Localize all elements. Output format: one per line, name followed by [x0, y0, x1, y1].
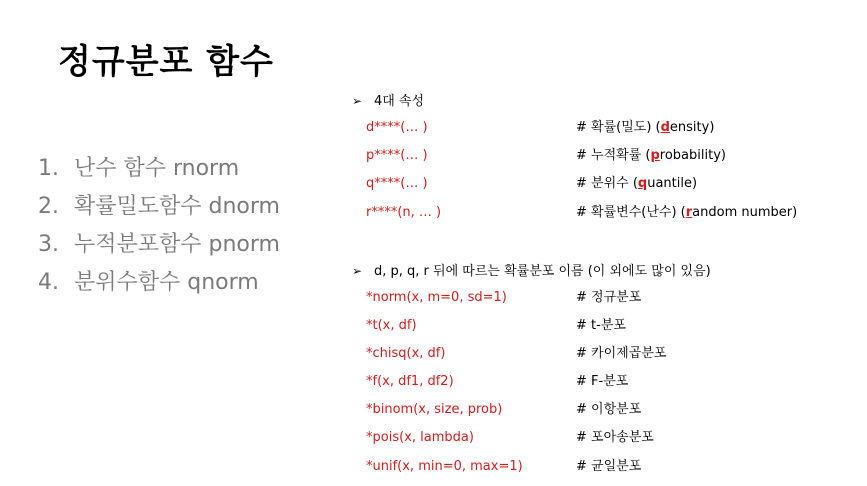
function-signature: r****(n, … ) [366, 205, 442, 220]
function-signature: d****(… ) [366, 120, 428, 135]
section-heading-distributions [352, 260, 711, 279]
function-signature: *unif(x, min=0, max=1) [366, 459, 523, 474]
function-signature: *binom(x, size, prob) [366, 402, 503, 417]
attribute-row [366, 144, 856, 168]
section-heading-text: d, p, q, r 뒤에 따르는 확률분포 이름 (이 외에도 많이 있음) [374, 264, 711, 279]
function-signature: *chisq(x, df) [366, 346, 446, 361]
list-text: 확률밀도함수 dnorm [74, 194, 280, 219]
distribution-row [366, 455, 856, 479]
highlight-letter: q [637, 176, 648, 191]
function-description: # 정규분포 [576, 290, 642, 305]
highlight-letter: p [650, 148, 660, 163]
function-signature: *t(x, df) [366, 318, 417, 333]
highlight-letter: r [685, 205, 693, 220]
list-text: 난수 함수 rnorm [74, 156, 240, 181]
function-description: # 균일분포 [576, 459, 642, 474]
list-item [38, 188, 280, 226]
attribute-row [366, 201, 856, 225]
arrow-bullet-icon: ➢ [352, 264, 363, 278]
list-number: 2. [38, 194, 59, 219]
section-heading-text: 4대 속성 [374, 94, 425, 109]
function-signature: p****(… ) [366, 148, 428, 163]
list-number: 3. [38, 232, 59, 257]
list-number: 1. [38, 156, 59, 181]
page-title: 정규분포 함수 [58, 42, 274, 82]
attribute-row [366, 116, 856, 140]
list-item [38, 226, 280, 264]
list-text: 누적분포함수 pnorm [74, 232, 280, 257]
function-signature: *pois(x, lambda) [366, 430, 474, 445]
list-item [38, 264, 280, 302]
highlight-letter: d [660, 120, 670, 135]
function-description: # t-분포 [576, 318, 626, 333]
distribution-row [366, 426, 856, 450]
function-description: # 누적확률 (probability) [576, 148, 726, 163]
function-signature: *norm(x, m=0, sd=1) [366, 290, 507, 305]
distribution-row [366, 342, 856, 366]
distribution-row [366, 286, 856, 310]
function-signature: *f(x, df1, df2) [366, 374, 454, 389]
distribution-row [366, 370, 856, 394]
list-item [38, 150, 280, 188]
function-signature: q****(… ) [366, 176, 428, 191]
distribution-row [366, 398, 856, 422]
function-description: # F-분포 [576, 374, 629, 389]
function-description: # 카이제곱분포 [576, 346, 667, 361]
distribution-row [366, 314, 856, 338]
function-description: # 확률(밀도) (density) [576, 120, 715, 135]
section-heading-attributes [352, 90, 424, 109]
arrow-bullet-icon: ➢ [352, 94, 363, 108]
attribute-row [366, 172, 856, 196]
function-description: # 포아송분포 [576, 430, 654, 445]
function-list [38, 150, 280, 302]
list-text: 분위수함수 qnorm [74, 270, 259, 295]
function-description: # 확률변수(난수) (random number) [576, 205, 798, 220]
function-description: # 이항분포 [576, 402, 642, 417]
function-description: # 분위수 (quantile) [576, 176, 698, 191]
list-number: 4. [38, 270, 59, 295]
